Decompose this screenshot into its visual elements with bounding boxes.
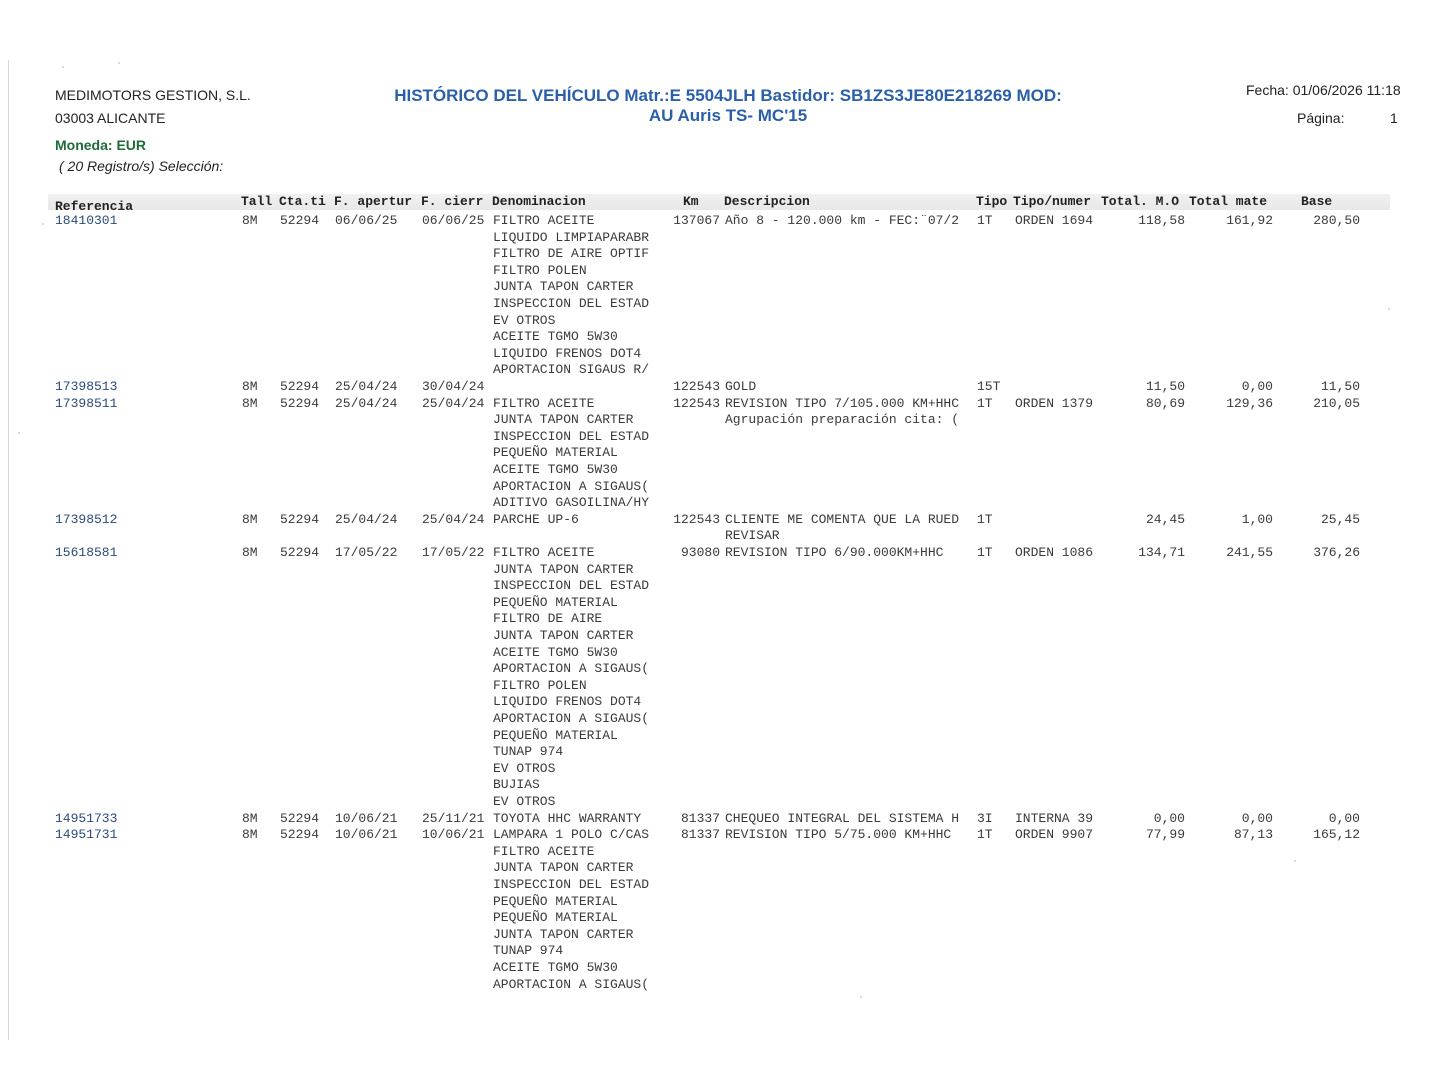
record-descripcion-line: REVISAR bbox=[725, 528, 780, 544]
record-descripcion-line: Agrupación preparación cita: ( bbox=[725, 412, 960, 428]
record-cuenta: 52294 bbox=[280, 810, 320, 826]
record-denominacion-line: JUNTA TAPON CARTER bbox=[493, 628, 634, 643]
record-denominacion-line: PEQUEÑO MATERIAL bbox=[493, 893, 618, 909]
record-denominacion-line: EV OTROS bbox=[493, 760, 556, 776]
record-denominacion-line: FILTRO DE AIRE bbox=[493, 611, 603, 627]
record-km: 93080 bbox=[680, 545, 720, 560]
record-denominacion-line: PEQUEÑO MATERIAL bbox=[493, 445, 618, 461]
record-denominacion-line: PEQUEÑO MATERIAL bbox=[493, 910, 618, 926]
record-total-mo: 118,58 bbox=[1138, 213, 1185, 228]
record-descripcion-line: REVISION TIPO 7/105.000 KM+HHC bbox=[725, 395, 960, 411]
record-tipo-numero: ORDEN 9907 bbox=[1015, 827, 1094, 843]
record-denominacion-line: APORTACION A SIGAUS( bbox=[493, 976, 650, 992]
record-denominacion-line: APORTACION A SIGAUS( bbox=[493, 661, 650, 677]
record-denominacion-line: APORTACION A SIGAUS( bbox=[493, 478, 650, 494]
record-base: 0,00 bbox=[1328, 810, 1360, 826]
record-fecha-cierre: 25/04/24 bbox=[422, 511, 485, 527]
record-base: 210,05 bbox=[1313, 395, 1360, 411]
selection-label: ( 20 Registro/s) Selección: bbox=[59, 158, 224, 174]
col-cuenta: Cta.ti bbox=[279, 194, 326, 209]
record-fecha-apertura: 10/06/21 bbox=[335, 810, 398, 826]
record-reference: 14951731 bbox=[55, 827, 118, 843]
page-subtitle: AU Auris TS- MC'15 bbox=[648, 106, 808, 125]
record-denominacion-line: LIQUIDO FRENOS DOT4 bbox=[493, 345, 642, 361]
record-km: 122543 bbox=[673, 379, 720, 394]
record-denominacion-line: APORTACION SIGAUS R/ bbox=[493, 362, 650, 378]
record-fecha-cierre: 30/04/24 bbox=[422, 379, 485, 394]
record-descripcion-line: CHEQUEO INTEGRAL DEL SISTEMA H bbox=[725, 810, 960, 826]
record-denominacion-line: TOYOTA HHC WARRANTY bbox=[493, 810, 642, 826]
scan-speck bbox=[62, 66, 64, 68]
page-number: 1 bbox=[1390, 110, 1398, 126]
record-total-material: 241,55 bbox=[1226, 545, 1273, 560]
scan-speck bbox=[1388, 308, 1390, 310]
col-referencia: Referencia bbox=[55, 199, 134, 214]
record-total-mo: 0,00 bbox=[1153, 810, 1185, 826]
record-denominacion-line: FILTRO ACEITE bbox=[493, 545, 595, 560]
record-denominacion-line: LAMPARA 1 POLO C/CAS bbox=[493, 827, 650, 843]
col-denominacion: Denominacion bbox=[492, 194, 586, 209]
record-total-material: 161,92 bbox=[1226, 213, 1273, 228]
page-title: HISTÓRICO DEL VEHÍCULO Matr.:E 5504JLH Bastidor: SB1ZS3JE80E218269 MOD: bbox=[394, 86, 1062, 105]
record-denominacion-line: FILTRO DE AIRE OPTIF bbox=[493, 246, 650, 262]
record-denominacion-line: JUNTA TAPON CARTER bbox=[493, 926, 634, 942]
col-cierre: F. cierr bbox=[421, 194, 484, 209]
record-total-material: 1,00 bbox=[1241, 511, 1273, 527]
record-total-mo: 11,50 bbox=[1145, 379, 1185, 394]
record-tipo-numero: ORDEN 1086 bbox=[1015, 545, 1094, 560]
record-tipo: 1T bbox=[977, 827, 993, 843]
record-cuenta: 52294 bbox=[280, 545, 320, 560]
company-city: 03003 ALICANTE bbox=[55, 110, 166, 126]
record-denominacion-line: JUNTA TAPON CARTER bbox=[493, 860, 634, 876]
record-km: 122543 bbox=[673, 395, 720, 411]
record-denominacion-line: PEQUEÑO MATERIAL bbox=[493, 727, 618, 743]
record-tipo-numero: ORDEN 1379 bbox=[1015, 395, 1094, 411]
record-denominacion-line: JUNTA TAPON CARTER bbox=[493, 279, 634, 295]
record-fecha-cierre: 25/04/24 bbox=[422, 395, 485, 411]
record-reference: 14951733 bbox=[55, 810, 118, 826]
currency-label: Moneda: EUR bbox=[55, 137, 146, 153]
col-descripcion: Descripcion bbox=[724, 194, 810, 209]
record-denominacion-line: INSPECCION DEL ESTAD bbox=[493, 877, 650, 892]
record-km: 81337 bbox=[680, 810, 720, 826]
record-taller: 8M bbox=[242, 395, 258, 411]
record-denominacion-line: TUNAP 974 bbox=[493, 744, 564, 760]
record-descripcion-line: Año 8 - 120.000 km - FEC:¨07/2 bbox=[725, 213, 960, 228]
record-denominacion-line: LIQUIDO FRENOS DOT4 bbox=[493, 694, 642, 710]
record-cuenta: 52294 bbox=[280, 511, 320, 527]
record-km: 122543 bbox=[673, 511, 720, 527]
record-fecha-cierre: 06/06/25 bbox=[422, 213, 485, 228]
record-tipo-numero: INTERNA 39 bbox=[1015, 810, 1094, 826]
record-cuenta: 52294 bbox=[280, 827, 320, 843]
record-taller: 8M bbox=[242, 810, 258, 826]
record-base: 165,12 bbox=[1313, 827, 1360, 843]
record-taller: 8M bbox=[242, 511, 258, 527]
record-denominacion-line: EV OTROS bbox=[493, 794, 556, 809]
record-total-mo: 24,45 bbox=[1145, 511, 1185, 527]
record-base: 11,50 bbox=[1320, 379, 1360, 394]
col-total-mo: Total. M.O bbox=[1101, 194, 1180, 209]
record-denominacion-line: FILTRO ACEITE bbox=[493, 395, 595, 411]
record-denominacion-line: EV OTROS bbox=[493, 312, 556, 328]
company-name: MEDIMOTORS GESTION, S.L. bbox=[55, 87, 251, 103]
record-fecha-apertura: 06/06/25 bbox=[335, 213, 398, 228]
record-cuenta: 52294 bbox=[280, 213, 320, 228]
record-reference: 15618581 bbox=[55, 545, 118, 560]
record-tipo: 1T bbox=[977, 511, 993, 527]
record-total-material: 0,00 bbox=[1241, 810, 1273, 826]
col-apertura: F. apertur bbox=[334, 194, 413, 209]
record-fecha-cierre: 25/11/21 bbox=[422, 810, 485, 826]
record-denominacion-line: JUNTA TAPON CARTER bbox=[493, 412, 634, 428]
record-fecha-apertura: 25/04/24 bbox=[335, 395, 398, 411]
page-label: Página: bbox=[1297, 110, 1345, 126]
record-reference: 18410301 bbox=[55, 213, 118, 228]
record-denominacion-line: ACEITE TGMO 5W30 bbox=[493, 462, 618, 477]
record-denominacion-line: INSPECCION DEL ESTAD bbox=[493, 428, 650, 444]
record-taller: 8M bbox=[242, 213, 258, 228]
record-taller: 8M bbox=[242, 545, 258, 560]
record-tipo: 1T bbox=[977, 545, 993, 560]
col-base: Base bbox=[1301, 194, 1333, 209]
col-tipo-numero: Tipo/numer bbox=[1013, 194, 1092, 209]
record-denominacion-line: ADITIVO GASOILINA/HY bbox=[493, 495, 650, 511]
record-tipo: 1T bbox=[977, 213, 993, 228]
record-tipo: 3I bbox=[977, 810, 993, 826]
record-cuenta: 52294 bbox=[280, 379, 320, 394]
record-denominacion-line: INSPECCION DEL ESTAD bbox=[493, 578, 650, 594]
scan-speck bbox=[860, 996, 862, 998]
col-km: Km bbox=[683, 194, 699, 209]
record-denominacion-line: PARCHE UP-6 bbox=[493, 511, 579, 527]
record-total-mo: 80,69 bbox=[1145, 395, 1185, 411]
record-taller: 8M bbox=[242, 379, 258, 394]
record-denominacion-line: ACEITE TGMO 5W30 bbox=[493, 960, 618, 975]
record-descripcion-line: REVISION TIPO 6/90.000KM+HHC bbox=[725, 545, 944, 560]
scan-speck bbox=[42, 223, 44, 225]
record-fecha-apertura: 25/04/24 bbox=[335, 379, 398, 394]
col-taller: Tall bbox=[241, 194, 273, 209]
record-reference: 17398512 bbox=[55, 511, 118, 527]
record-fecha-apertura: 17/05/22 bbox=[335, 545, 398, 560]
record-tipo: 15T bbox=[977, 379, 1001, 394]
record-descripcion-line: GOLD bbox=[725, 379, 757, 394]
record-tipo-numero: ORDEN 1694 bbox=[1015, 213, 1094, 228]
record-denominacion-line: LIQUIDO LIMPIAPARABR bbox=[493, 229, 650, 245]
scan-speck bbox=[1294, 860, 1296, 862]
record-denominacion-line: FILTRO POLEN bbox=[493, 262, 587, 278]
record-denominacion-line: APORTACION A SIGAUS( bbox=[493, 711, 650, 726]
record-denominacion-line: INSPECCION DEL ESTAD bbox=[493, 296, 650, 311]
record-fecha-cierre: 10/06/21 bbox=[422, 827, 485, 843]
col-tipo: Tipo bbox=[976, 194, 1008, 209]
record-cuenta: 52294 bbox=[280, 395, 320, 411]
record-denominacion-line: FILTRO ACEITE bbox=[493, 843, 595, 859]
record-denominacion-line: TUNAP 974 bbox=[493, 943, 564, 959]
record-taller: 8M bbox=[242, 827, 258, 843]
record-fecha-cierre: 17/05/22 bbox=[422, 545, 485, 560]
record-denominacion-line: FILTRO POLEN bbox=[493, 677, 587, 693]
scan-speck bbox=[118, 62, 120, 64]
record-total-material: 129,36 bbox=[1226, 395, 1273, 411]
record-base: 25,45 bbox=[1320, 511, 1360, 527]
record-reference: 17398513 bbox=[55, 379, 118, 394]
record-denominacion-line: ACEITE TGMO 5W30 bbox=[493, 644, 618, 660]
scan-speck bbox=[18, 432, 20, 434]
record-fecha-apertura: 10/06/21 bbox=[335, 827, 398, 843]
col-total-material: Total mate bbox=[1189, 194, 1268, 209]
record-total-material: 0,00 bbox=[1241, 379, 1273, 394]
record-descripcion-line: REVISION TIPO 5/75.000 KM+HHC bbox=[725, 827, 952, 843]
record-total-mo: 77,99 bbox=[1145, 827, 1185, 843]
record-base: 280,50 bbox=[1313, 213, 1360, 228]
record-denominacion-line: BUJIAS bbox=[493, 777, 540, 793]
record-km: 137067 bbox=[673, 213, 720, 228]
record-reference: 17398511 bbox=[55, 395, 118, 411]
record-denominacion-line: ACEITE TGMO 5W30 bbox=[493, 329, 618, 345]
record-denominacion-line: FILTRO ACEITE bbox=[493, 213, 595, 228]
record-km: 81337 bbox=[680, 827, 720, 843]
record-denominacion-line: JUNTA TAPON CARTER bbox=[493, 561, 634, 577]
record-fecha-apertura: 25/04/24 bbox=[335, 511, 398, 527]
record-tipo: 1T bbox=[977, 395, 993, 411]
record-denominacion-line: PEQUEÑO MATERIAL bbox=[493, 594, 618, 610]
record-descripcion-line: CLIENTE ME COMENTA QUE LA RUED bbox=[725, 511, 960, 527]
print-date: Fecha: 01/06/2026 11:18 bbox=[1246, 82, 1401, 98]
record-total-mo: 134,71 bbox=[1138, 545, 1185, 560]
record-base: 376,26 bbox=[1313, 545, 1360, 560]
record-total-material: 87,13 bbox=[1233, 827, 1273, 843]
